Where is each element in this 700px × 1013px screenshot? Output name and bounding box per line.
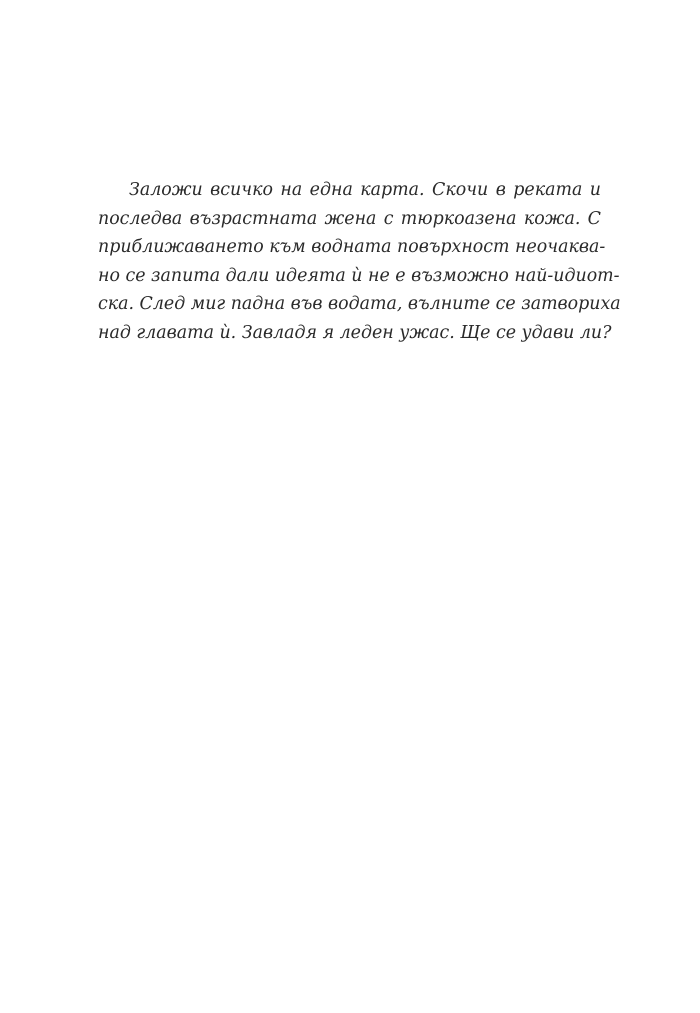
paragraph-line: приближаването към водната повърхност неочаква-: [98, 237, 606, 258]
paragraph-line: над главата ѝ. Завладя я леден ужас. Ще се удави ли?: [98, 322, 612, 343]
paragraph: [98, 176, 621, 348]
paragraph-line: ска. След миг падна във водата, вълните се затвориха: [98, 294, 621, 315]
paragraph-line: но се запита дали идеята ѝ не е възможно най-идиот-: [98, 265, 620, 286]
paragraph-line: последва възрастната жена с тюркоазена кожа. С: [98, 208, 601, 229]
paragraph-line: Заложи всичко на една карта. Скочи в реката и: [129, 180, 601, 200]
